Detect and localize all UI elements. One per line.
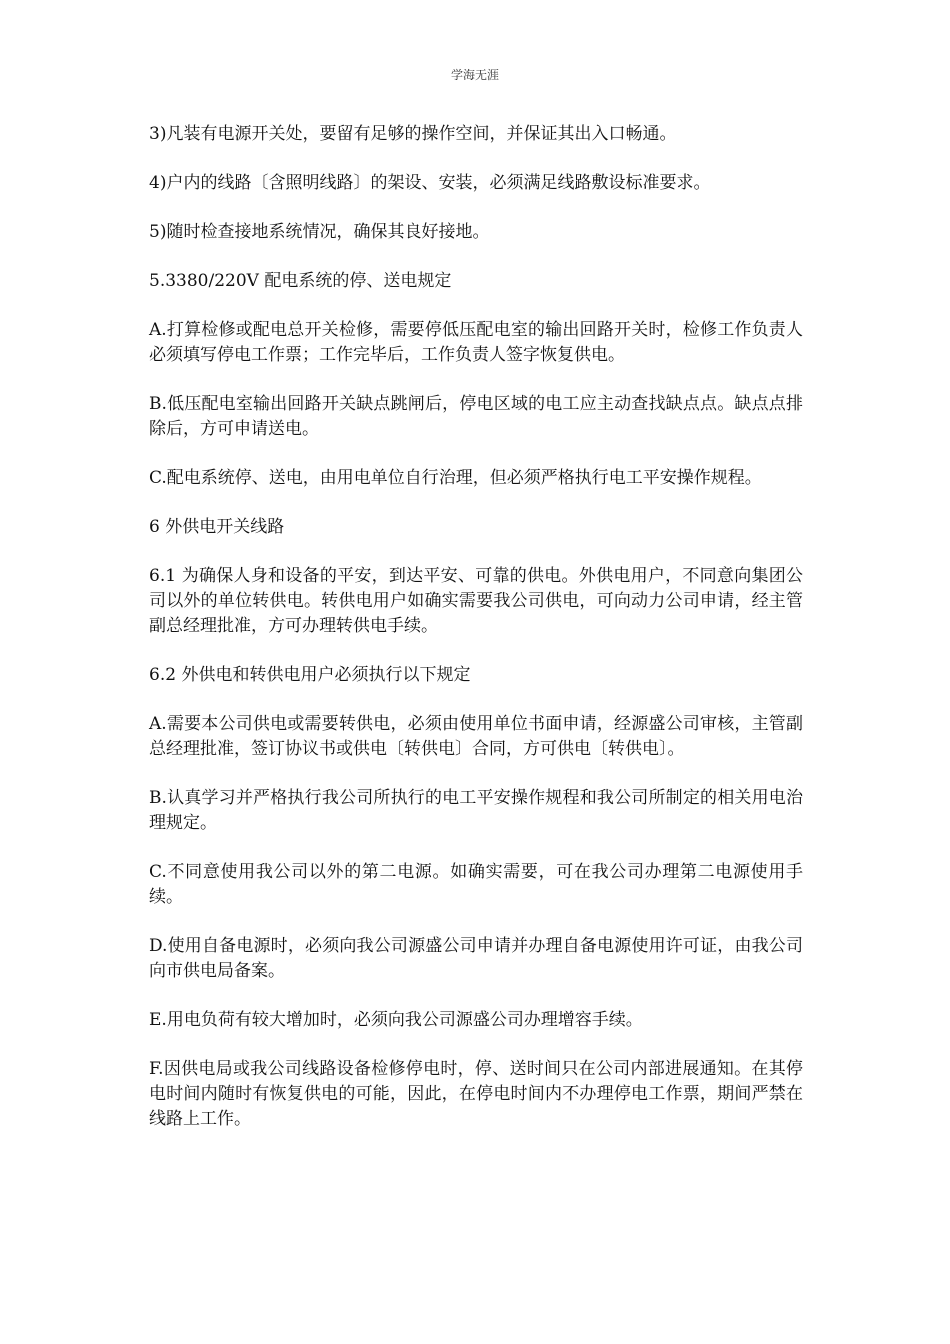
section-heading-5-3: 5.3380/220V 配电系统的停、送电规定 [149,271,452,291]
paragraph-6-2-b: B.认真学习并严格执行我公司所执行的电工平安操作规程和我公司所制定的相关用电治理规定。 [149,788,803,833]
paragraph-6-2-d: D.使用自备电源时，必须向我公司源盛公司申请并办理自备电源使用许可证，由我公司向市供电局备案。 [149,936,803,981]
page-header: 学海无涯 [450,68,499,82]
paragraph-6-2-c: C.不同意使用我公司以外的第二电源。如确实需要，可在我公司办理第二电源使用手续。 [149,862,803,907]
paragraph-5-grounding-check: 5)随时检查接地系统情况，确保其良好接地。 [149,222,490,242]
paragraph-5-3-a: A.打算检修或配电总开关检修，需要停低压配电室的输出回路开关时，检修工作负责人必须填写停电工作票；工作完毕后，工作负责人签字恢复供电。 [149,320,803,365]
paragraph-5-3-c: C.配电系统停、送电，由用电单位自行治理，但必须严格执行电工平安操作规程。 [149,468,762,488]
paragraph-4-indoor-wiring: 4)户内的线路〔含照明线路〕的架设、安装，必须满足线路敷设标准要求。 [149,173,711,193]
paragraph-6-2-e: E.用电负荷有较大增加时，必须向我公司源盛公司办理增容手续。 [149,1010,643,1030]
paragraph-6-1: 6.1 为确保人身和设备的平安，到达平安、可靠的供电。外供电用户，不同意向集团公司以外的单位转供电。转供电用户如确实需要我公司供电，可向动力公司申请，经主管副总经理批准，方可办理转供电手续。 [149,566,803,636]
paragraph-5-3-b: B.低压配电室输出回路开关缺点跳闸后，停电区域的电工应主动查找缺点点。缺点点排除后，方可申请送电。 [149,394,803,439]
paragraph-3-power-switch-space: 3)凡装有电源开关处，要留有足够的操作空间，并保证其出入口畅通。 [149,124,677,144]
paragraph-6-2-a: A.需要本公司供电或需要转供电，必须由使用单位书面申请，经源盛公司审核，主管副总经理批准，签订协议书或供电〔转供电〕合同，方可供电〔转供电〕。 [149,714,803,759]
section-heading-6-2: 6.2 外供电和转供电用户必须执行以下规定 [149,665,471,685]
paragraph-6-2-f: F.因供电局或我公司线路设备检修停电时，停、送时间只在公司内部进展通知。在其停电时间内随时有恢复供电的可能，因此，在停电时间内不办理停电工作票，期间严禁在线路上工作。 [149,1059,803,1129]
document-body [149,122,803,1156]
section-heading-6: 6 外供电开关线路 [149,517,285,537]
